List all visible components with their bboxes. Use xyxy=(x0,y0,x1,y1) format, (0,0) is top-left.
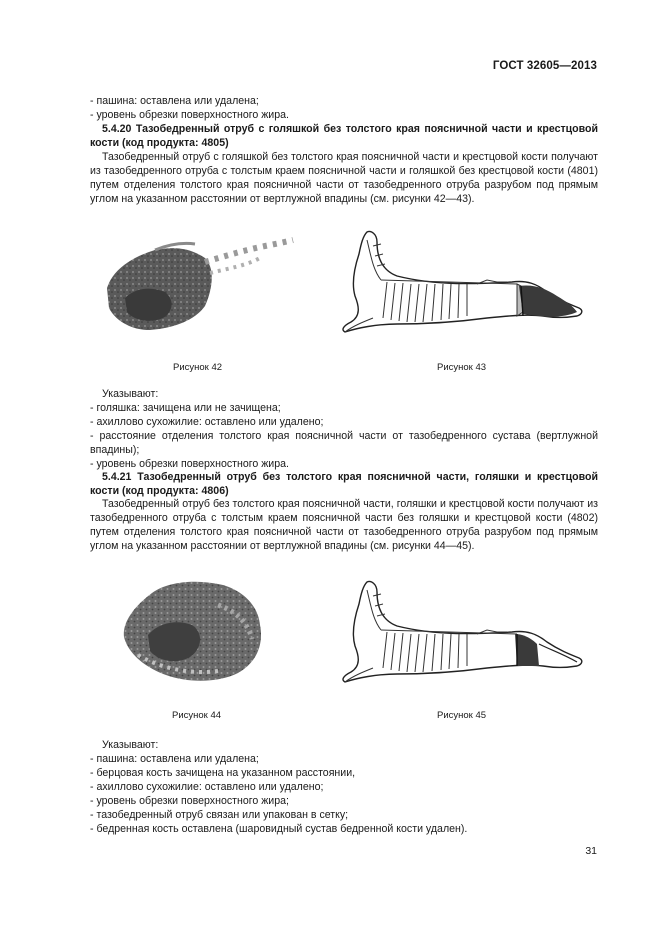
standard-header: ГОСТ 32605—2013 xyxy=(492,60,597,72)
figure-44-caption: Рисунок 44 xyxy=(172,710,222,721)
section-body-4806: Тазобедренный отруб без толстого края поясничной части, голяшки и крестцовой кости получают из тазобедренного отруба с толстым краем поясничной части без голяшки и крестцовой кости (4802) путем отделения толстого края поясничной части от тазобедренного отруба разрубом под прямым углом на указанном расстоянии от вертлужной впадины (см. рисунки 44—45). xyxy=(90,498,598,552)
list-item: - пашина: оставлена или удалена; xyxy=(90,95,259,107)
section-heading-4805: 5.4.20 Тазобедренный отруб с голяшкой без толстого края поясничной части и крестцовой кости (код продукта: 4805) xyxy=(90,123,598,149)
carcass-skeleton-icon xyxy=(337,576,587,688)
list-item: - расстояние отделения толстого края поясничной части от тазобедренного сустава (вертлужной впадины); xyxy=(90,430,598,456)
list-item: - пашина: оставлена или удалена; xyxy=(90,753,259,765)
figure-43-image xyxy=(337,226,587,338)
list-item: - бедренная кость оставлена (шаровидный сустав бедренной кости удален). xyxy=(90,823,468,835)
section-heading-4806: 5.4.21 Тазобедренный отруб без толстого края поясничной части, голяшки и крестцовой кости (код продукта: 4806) xyxy=(90,471,598,497)
indicators-4805 xyxy=(90,387,598,471)
list-item: - уровень обрезки поверхностного жира. xyxy=(90,109,289,121)
figure-42-image xyxy=(95,228,295,338)
list-item: - уровень обрезки поверхностного жира. xyxy=(90,458,289,470)
top-list xyxy=(90,94,598,122)
figure-45-image xyxy=(337,576,587,688)
list-item: - уровень обрезки поверхностного жира; xyxy=(90,795,289,807)
list-item: - ахиллово сухожилие: оставлено или удалено; xyxy=(90,781,324,793)
section-body-4805: Тазобедренный отруб с голяшкой без толстого края поясничной части и крестцовой кости получают из тазобедренного отруба с толстым краем поясничной части и голяшкой без крестцовой кости (4801) путем отделения толстого края поясничной части от тазобедренного отруба разрубом под прямым углом на указанном расстоянии от вертлужной впадины (см. рисунки 42—43). xyxy=(90,151,598,205)
figure-44-image xyxy=(118,575,278,687)
meat-cut-icon xyxy=(118,575,278,687)
list-item: - тазобедренный отруб связан или упакован в сетку; xyxy=(90,809,349,821)
figure-42-caption: Рисунок 42 xyxy=(173,362,223,373)
carcass-skeleton-icon xyxy=(337,226,587,338)
figure-45-caption: Рисунок 45 xyxy=(437,710,487,721)
indicate-label: Указывают: xyxy=(102,388,159,400)
meat-cut-icon xyxy=(95,228,295,338)
figure-43-caption: Рисунок 43 xyxy=(437,362,487,373)
indicate-label: Указывают: xyxy=(102,739,159,751)
indicators-4806 xyxy=(90,738,598,836)
list-item: - ахиллово сухожилие: оставлено или удалено; xyxy=(90,416,324,428)
list-item: - берцовая кость зачищена на указанном расстоянии, xyxy=(90,767,356,779)
page-number: 31 xyxy=(585,845,597,857)
list-item: - голяшка: зачищена или не зачищена; xyxy=(90,402,281,414)
